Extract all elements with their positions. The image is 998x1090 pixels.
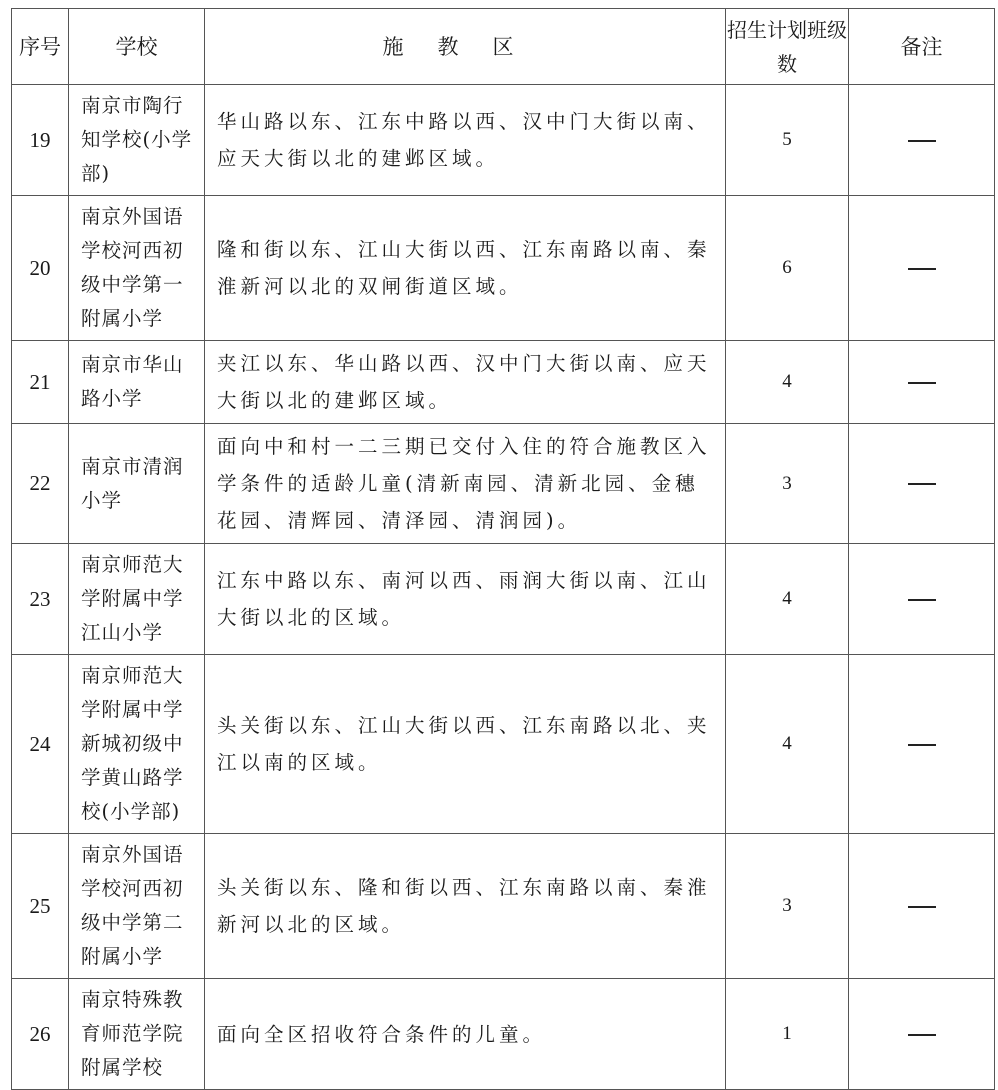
row-seq: 24 — [12, 655, 69, 834]
header-note: 备注 — [849, 9, 995, 85]
row-plan: 4 — [726, 655, 849, 834]
row-seq: 25 — [12, 834, 69, 979]
table-row — [12, 341, 995, 424]
row-note — [849, 834, 995, 979]
row-plan: 4 — [726, 544, 849, 655]
dash-mark — [908, 599, 936, 601]
dash-mark — [908, 382, 936, 384]
dash-mark — [908, 140, 936, 142]
row-area: 华山路以东、江东中路以西、汉中门大街以南、应天大街以北的建邺区域。 — [205, 85, 726, 196]
row-school: 南京师范大学附属中学新城初级中学黄山路学校(小学部) — [69, 655, 205, 834]
row-seq: 21 — [12, 341, 69, 424]
row-note — [849, 655, 995, 834]
row-note — [849, 979, 995, 1090]
table-row — [12, 424, 995, 544]
row-plan: 1 — [726, 979, 849, 1090]
enrollment-table — [11, 8, 995, 1090]
dash-mark — [908, 744, 936, 746]
row-area: 头关街以东、江山大街以西、江东南路以北、夹江以南的区域。 — [205, 655, 726, 834]
row-school: 南京市清润小学 — [69, 424, 205, 544]
row-area: 面向全区招收符合条件的儿童。 — [205, 979, 726, 1090]
row-note — [849, 85, 995, 196]
table-row — [12, 85, 995, 196]
table-row — [12, 655, 995, 834]
row-seq: 23 — [12, 544, 69, 655]
row-school: 南京外国语学校河西初级中学第二附属小学 — [69, 834, 205, 979]
row-note — [849, 196, 995, 341]
row-plan: 3 — [726, 424, 849, 544]
header-plan: 招生计划班级数 — [726, 9, 849, 85]
dash-mark — [908, 906, 936, 908]
row-school: 南京市华山路小学 — [69, 341, 205, 424]
header-row — [12, 9, 995, 85]
row-note — [849, 424, 995, 544]
row-plan: 4 — [726, 341, 849, 424]
row-plan: 3 — [726, 834, 849, 979]
row-seq: 20 — [12, 196, 69, 341]
row-school: 南京师范大学附属中学江山小学 — [69, 544, 205, 655]
header-area: 施教区 — [205, 9, 726, 85]
dash-mark — [908, 268, 936, 270]
header-seq: 序号 — [12, 9, 69, 85]
row-seq: 19 — [12, 85, 69, 196]
header-school: 学校 — [69, 9, 205, 85]
table-row — [12, 196, 995, 341]
row-seq: 22 — [12, 424, 69, 544]
row-note — [849, 544, 995, 655]
row-school: 南京外国语学校河西初级中学第一附属小学 — [69, 196, 205, 341]
row-area: 江东中路以东、南河以西、雨润大街以南、江山大街以北的区域。 — [205, 544, 726, 655]
row-area: 面向中和村一二三期已交付入住的符合施教区入学条件的适龄儿童(清新南园、清新北园、金穗花园、清辉园、清泽园、清润园)。 — [205, 424, 726, 544]
dash-mark — [908, 483, 936, 485]
dash-mark — [908, 1034, 936, 1036]
table-row — [12, 544, 995, 655]
row-school: 南京特殊教育师范学院附属学校 — [69, 979, 205, 1090]
row-plan: 6 — [726, 196, 849, 341]
row-area: 头关街以东、隆和街以西、江东南路以南、秦淮新河以北的区域。 — [205, 834, 726, 979]
row-plan: 5 — [726, 85, 849, 196]
row-area: 夹江以东、华山路以西、汉中门大街以南、应天大街以北的建邺区域。 — [205, 341, 726, 424]
row-school: 南京市陶行知学校(小学部) — [69, 85, 205, 196]
table-row — [12, 979, 995, 1090]
row-note — [849, 341, 995, 424]
table-row — [12, 834, 995, 979]
row-seq: 26 — [12, 979, 69, 1090]
row-area: 隆和街以东、江山大街以西、江东南路以南、秦淮新河以北的双闸街道区域。 — [205, 196, 726, 341]
